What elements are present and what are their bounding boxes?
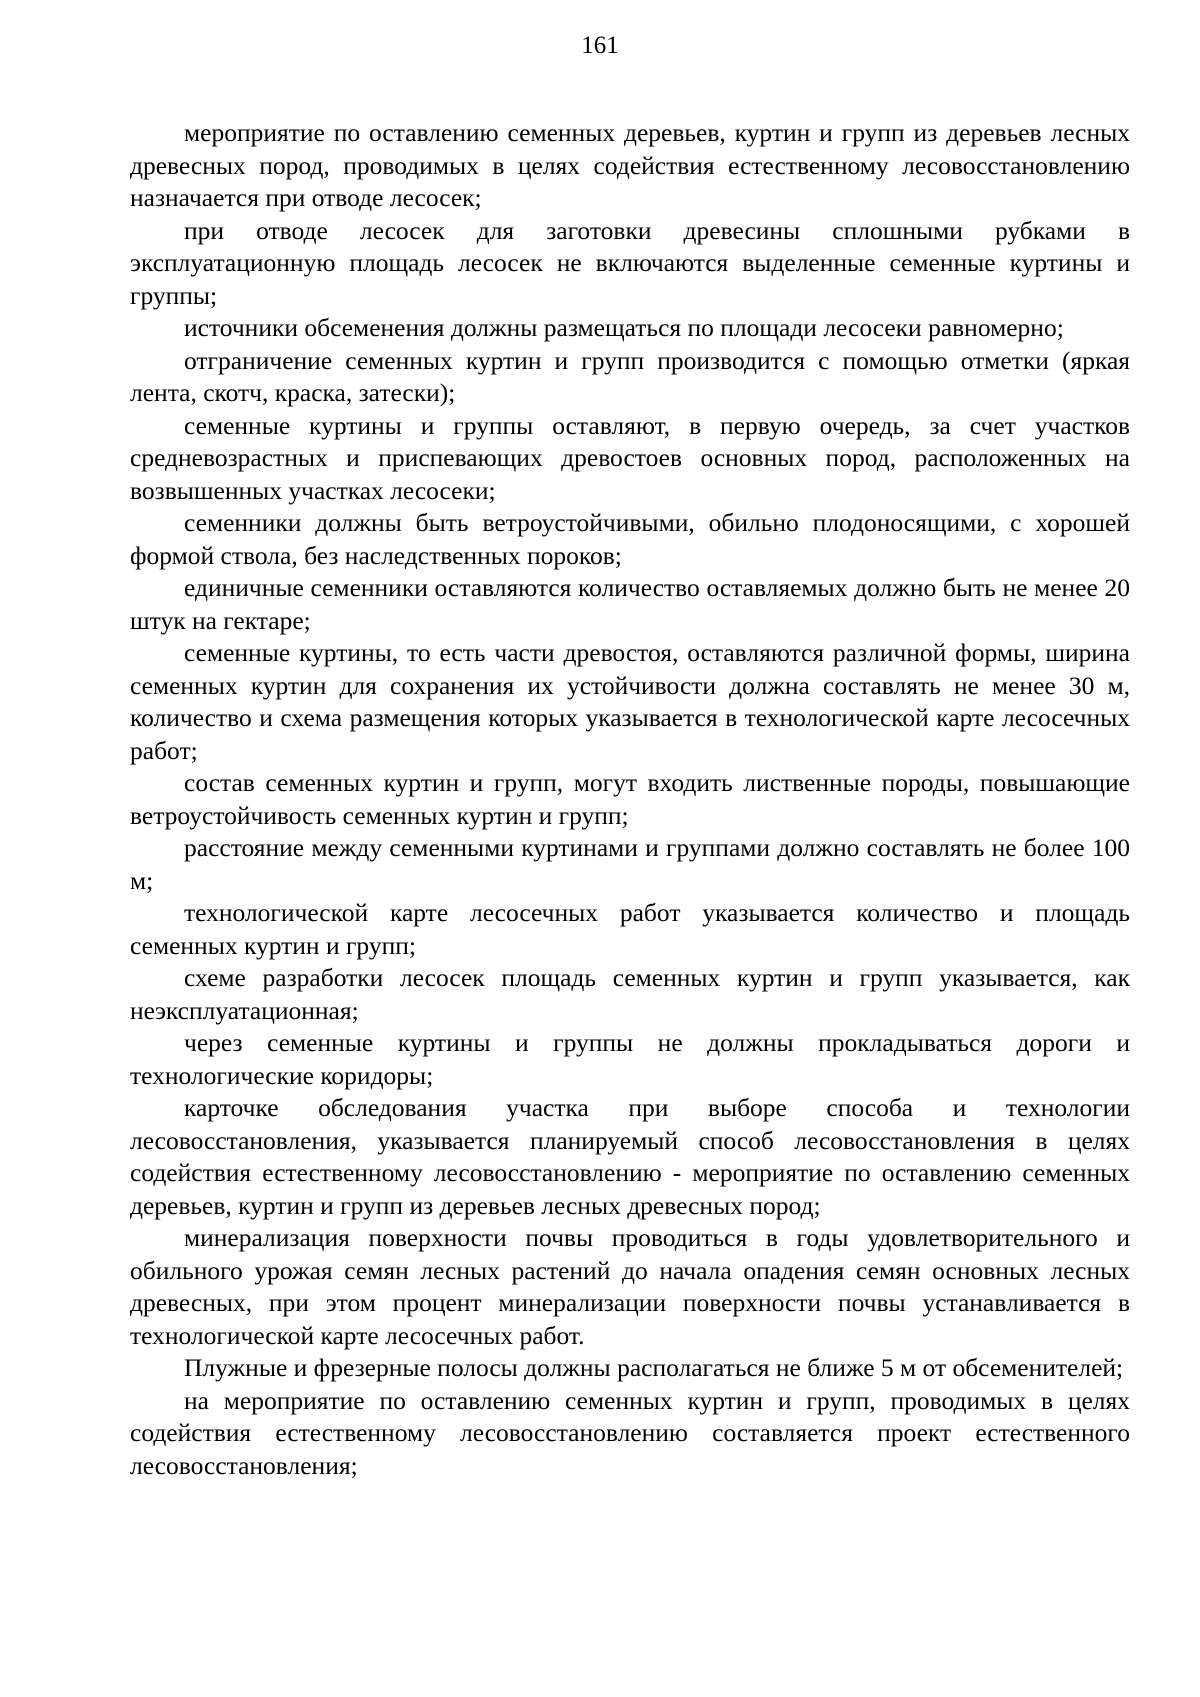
paragraph: единичные семенники оставляются количество оставляемых должно быть не менее 20 штук на гектаре; — [130, 573, 1130, 635]
paragraph: минерализация поверхности почвы проводиться в годы удовлетворительного и обильного урожая семян лесных растений до начала опадения семян основных лесных древесных, при этом процент минерализации поверхности почвы устанавливается в технологической карте лесосечных работ. — [130, 1223, 1130, 1350]
paragraph: мероприятие по оставлению семенных деревьев, куртин и групп из деревьев лесных древесных пород, проводимых в целях содействия естественному лесовосстановлению назначается при отводе лесосек; — [130, 118, 1130, 212]
paragraph: технологической карте лесосечных работ указывается количество и площадь семенных куртин и групп; — [130, 898, 1130, 960]
paragraph: через семенные куртины и группы не должны прокладываться дороги и технологические коридоры; — [130, 1028, 1130, 1090]
paragraph: расстояние между семенными куртинами и группами должно составлять не более 100 м; — [130, 833, 1130, 895]
paragraph: семенники должны быть ветроустойчивыми, обильно плодоносящими, с хорошей формой ствола, без наследственных пороков; — [130, 508, 1130, 570]
paragraph: схеме разработки лесосек площадь семенных куртин и групп указывается, как неэксплуатационная; — [130, 963, 1130, 1025]
document-body — [130, 117, 1130, 1482]
paragraph: состав семенных куртин и групп, могут входить лиственные породы, повышающие ветроустойчивость семенных куртин и групп; — [130, 768, 1130, 830]
paragraph: при отводе лесосек для заготовки древесины сплошными рубками в эксплуатационную площадь лесосек не включаются выделенные семенные куртины и группы; — [130, 215, 1130, 310]
paragraph: отграничение семенных куртин и групп производится с помощью отметки (яркая лента, скотч, краска, затески); — [130, 345, 1130, 407]
paragraph: семенные куртины, то есть части древостоя, оставляются различной формы, ширина семенных куртин для сохранения их устойчивости должна составлять не менее 30 м, количество и схема размещения которых указывается в технологической карте лесосечных работ; — [130, 638, 1130, 765]
paragraph: карточке обследования участка при выборе способа и технологии лесовосстановления, указывается планируемый способ лесовосстановления в целях содействия естественному лесовосстановлению - мероприятие по оставлению семенных деревьев, куртин и групп из деревьев лесных древесных пород; — [130, 1093, 1130, 1220]
page-number: 161 — [581, 32, 619, 59]
paragraph: Плужные и фрезерные полосы должны располагаться не ближе 5 м от обсеменителей; — [184, 1353, 1124, 1382]
paragraph: на мероприятие по оставлению семенных куртин и групп, проводимых в целях содействия естественному лесовосстановлению составляется проект естественного лесовосстановления; — [130, 1385, 1130, 1480]
paragraph: источники обсеменения должны размещаться по площади лесосеки равномерно; — [184, 313, 1064, 342]
paragraph: семенные куртины и группы оставляют, в первую очередь, за счет участков средневозрастных и приспевающих древостоев основных пород, расположенных на возвышенных участках лесосеки; — [130, 410, 1130, 505]
